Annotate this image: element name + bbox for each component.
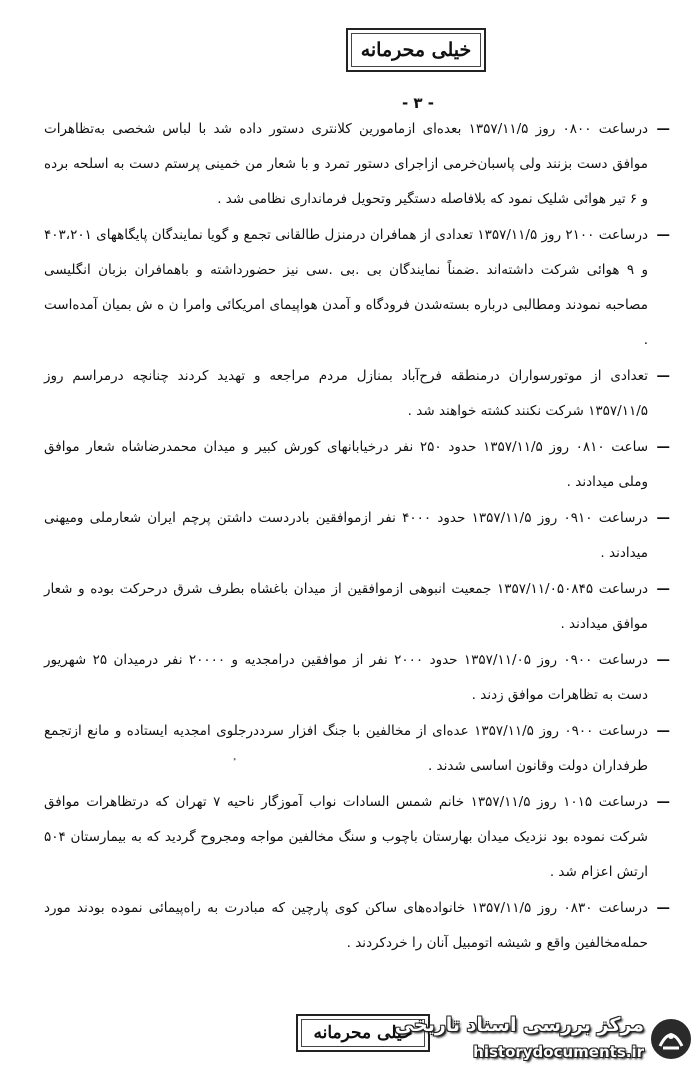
- entry-text: ساعت ۰۸۱۰ روز ۱۳۵۷/۱۱/۵ حدود ۲۵۰ نفر درخیابانهای کورش کبیر و میدان محمدرضاشاه شعار موافق وملی میدادند .: [44, 439, 649, 490]
- report-entry: [44, 501, 670, 571]
- entry-text: درساعت ۱۰۱۵ روز ۱۳۵۷/۱۱/۵ خانم شمس السادات نواب آموزگار ناحیه ۷ تهران که درتظاهرات موافق شرکت نموده بود نزدیک میدان بهارستان باچوب و سنگ مخالفین مواجه ومجروح گردید که به بیمارستان ۵۰۴ ارتش اعزام شد .: [44, 794, 649, 880]
- entry-bullet-dash: —: [656, 510, 670, 526]
- entry-text: درساعت ۰۹۱۰ روز ۱۳۵۷/۱۱/۵ حدود ۴۰۰۰ نفر ازموافقین بادردست داشتن پرچم ایران شعارملی ومیهنی میدادند .: [44, 510, 649, 561]
- page-number: - ۳ -: [401, 94, 435, 112]
- classification-stamp-top: خیلی محرمانه: [346, 28, 486, 72]
- report-entry: [44, 891, 670, 961]
- report-entry: [44, 112, 670, 217]
- archive-url: historydocuments.ir: [473, 1043, 644, 1061]
- archive-emblem-icon: [648, 1016, 694, 1062]
- entry-bullet-dash: —: [656, 723, 670, 739]
- archive-name: مرکز بررسی اسناد تاریخی: [394, 1014, 644, 1036]
- entry-bullet-dash: —: [656, 794, 670, 810]
- entry-text: درساعت ۰۹۰۰ روز ۱۳۵۷/۱۱/۰۵ حدود ۲۰۰۰ نفر از موافقین درامجدیه و ۲۰۰۰۰ نفر درمیدان ۲۵ شهریور دست به تظاهرات موافق زدند .: [44, 652, 649, 703]
- entry-text: درساعت ۱۳۵۷/۱۱/۰۵۰۸۴۵ جمعیت انبوهی ازموافقین از میدان باغشاه بطرف شرق درحرکت بوده و شعار موافق میدادند .: [44, 581, 648, 632]
- entry-text: درساعت ۰۸۳۰ روز ۱۳۵۷/۱۱/۵ خانواده‌های ساکن کوی پارچین که مبادرت به راه‌پیمائی نموده بودند مورد حمله‌مخالفین واقع و شیشه اتومبیل آنان را خردکردند .: [44, 900, 649, 951]
- entry-bullet-dash: —: [656, 121, 670, 137]
- entry-bullet-dash: —: [656, 439, 670, 455]
- entry-text: درساعت ۲۱۰۰ روز ۱۳۵۷/۱۱/۵ تعدادی از همافران درمنزل طالقانی تجمع و گویا نمایندگان پایگاههای ۴۰۳،۲۰۱ و ۹ هوائی شرکت داشته‌اند .ضمناً نمایندگان بی .بی .سی نیز حضورداشته و باهمافران بزبان انگلیسی مصاحبه نمودند ومطالبی درباره بسته‌شدن فرودگاه و آمدن هواپیمای امریکائی وامرا ن ه ش بمیان آمده‌است .: [44, 227, 649, 348]
- entry-text: درساعت ۰۸۰۰ روز ۱۳۵۷/۱۱/۵ بعده‌ای ازمامورین کلانتری دستور داده شد با لباس شخصی به‌تظاهرات موافق دست بزنند ولی پاسبان‌خرمی ازاجرای دستور تمرد و با شعار من خمینی پرستم دست به اسلحه برده و ۶ تیر هوائی شلیک نمود که بلافاصله دستگیر وتحویل فرمانداری نظامی شد .: [44, 121, 649, 207]
- report-entry: [44, 643, 670, 713]
- entry-bullet-dash: —: [656, 581, 670, 597]
- report-entry: [44, 714, 670, 784]
- entry-bullet-dash: —: [656, 368, 670, 384]
- report-entries: [44, 112, 670, 962]
- entry-bullet-dash: —: [656, 227, 670, 243]
- entry-bullet-dash: —: [656, 652, 670, 668]
- report-entry: [44, 430, 670, 500]
- report-entry: [44, 572, 670, 642]
- archive-watermark-logo: [394, 1010, 696, 1072]
- report-entry: [44, 359, 670, 429]
- entry-bullet-dash: —: [656, 900, 670, 916]
- classification-stamp-bottom: خیلی محرمانه: [296, 1014, 430, 1052]
- entry-text: درساعت ۰۹۰۰ روز ۱۳۵۷/۱۱/۵ عده‌ای از مخالفین با جنگ افزار سرددرجلوی امجدیه ایستاده و مانع ازتجمع طرفداران دولت وقانون اساسی شدند .: [44, 723, 648, 774]
- entry-text: تعدادی از موتورسواران درمنطقه فرح‌آباد بمنازل مردم مراجعه و تهدید کردند چنانچه درمراسم روز ۱۳۵۷/۱۱/۵ شرکت نکنند کشته خواهند شد .: [44, 368, 648, 419]
- report-entry: [44, 218, 670, 358]
- report-entry: [44, 785, 670, 890]
